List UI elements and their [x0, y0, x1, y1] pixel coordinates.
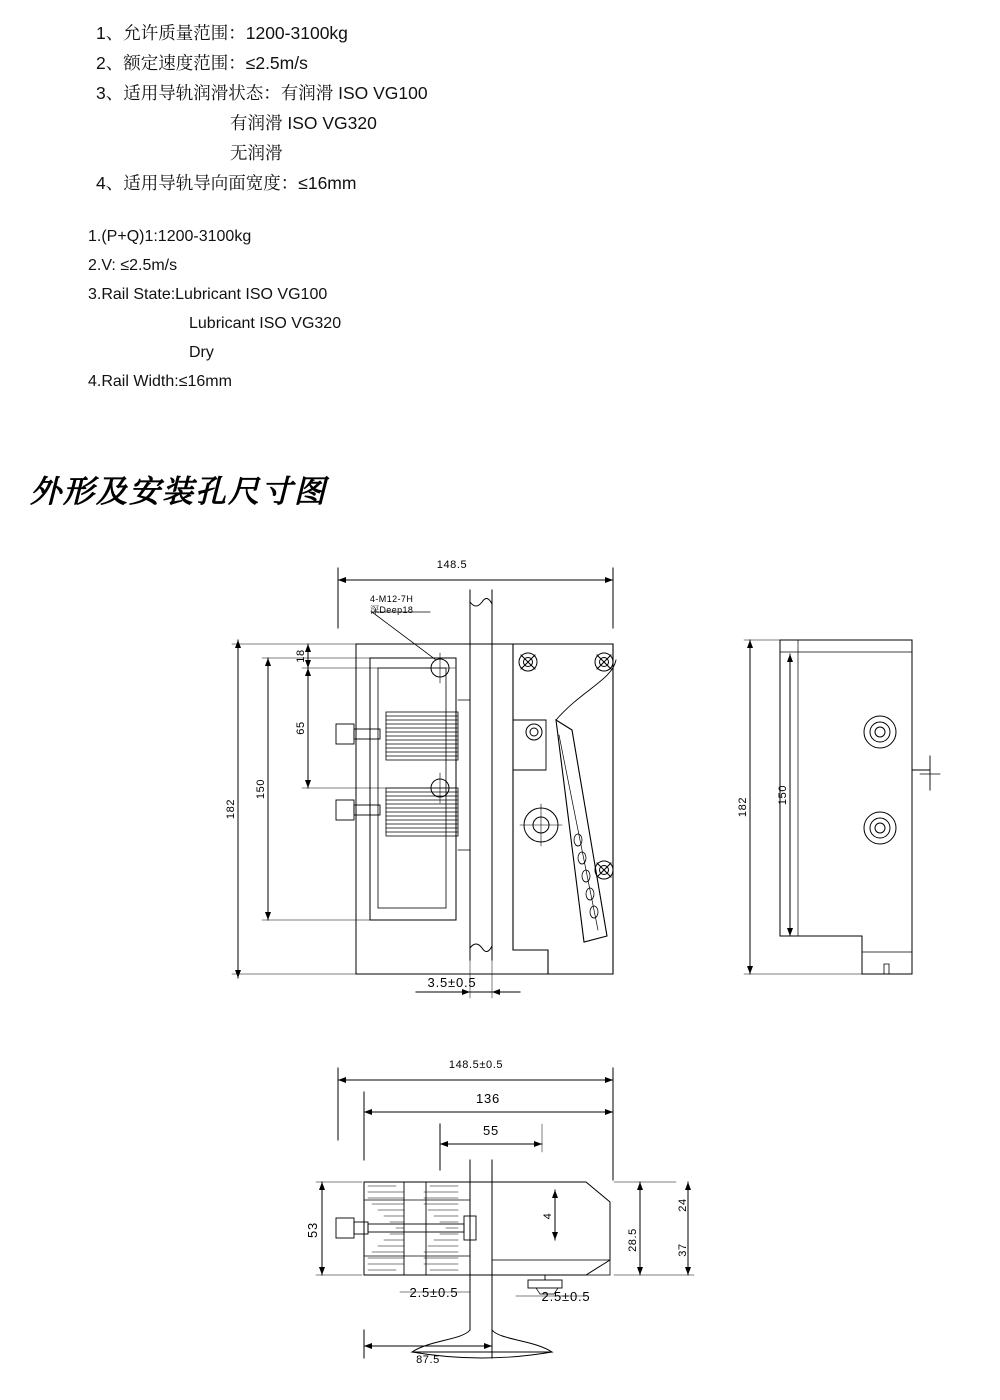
spec-line-en: 3.Rail State:Lubricant ISO VG100	[88, 286, 328, 303]
bottom-view-geometry	[316, 1068, 694, 1358]
dim-label: 深Deep18	[370, 605, 414, 615]
dim-label: 136	[475, 1091, 501, 1106]
spec-line: 有润滑 ISO VG320	[230, 113, 377, 133]
dim-label: 182	[737, 796, 749, 818]
spec-line: 无润滑	[230, 143, 283, 163]
spec-line-en: Dry	[189, 344, 214, 361]
spec-line-en: 1.(P+Q)1:1200-3100kg	[88, 228, 252, 245]
spec-line-en: Lubricant ISO VG320	[189, 315, 342, 332]
dim-label: 4-M12-7H	[370, 594, 414, 604]
dim-label: 148.5	[436, 559, 468, 571]
spec-line-en: 4.Rail Width:≤16mm	[88, 373, 232, 390]
dim-label: 182	[225, 798, 237, 820]
spec-line: 4、适用导轨导向面宽度：≤16mm	[96, 173, 357, 193]
dim-label: 55	[482, 1123, 500, 1138]
spec-line-en: 2.V: ≤2.5m/s	[88, 257, 178, 274]
dim-label: 148.5±0.5	[448, 1059, 504, 1071]
dimension-labels	[225, 559, 789, 1366]
spec-line: 2、额定速度范围：≤2.5m/s	[96, 53, 308, 73]
dim-label: 2.5±0.5	[541, 1289, 591, 1304]
spec-line: 1、允许质量范围：1200-3100kg	[96, 23, 348, 43]
dim-label: 4	[542, 1212, 554, 1220]
dim-label: 150	[777, 784, 789, 806]
dim-label: 53	[305, 1221, 320, 1239]
front-view-geometry	[232, 568, 616, 998]
dim-label: 2.5±0.5	[409, 1285, 459, 1300]
spec-list-english	[88, 222, 728, 396]
dim-label: 28.5	[627, 1228, 639, 1252]
spec-list-chinese	[96, 18, 736, 198]
dim-label: 65	[295, 721, 307, 735]
spec-line: 3、适用导轨润滑状态：有润滑 ISO VG100	[96, 83, 428, 103]
dim-label: 150	[255, 778, 267, 800]
technical-drawing	[0, 540, 1000, 1370]
dim-label: 3.5±0.5	[427, 975, 477, 990]
dim-label: 24	[677, 1198, 689, 1212]
side-view-geometry	[744, 640, 940, 974]
section-title: 外形及安装孔尺寸图	[30, 474, 327, 509]
dim-label: 37	[677, 1243, 689, 1257]
dim-label: 87.5	[416, 1354, 440, 1366]
dim-label: 18	[295, 649, 307, 663]
